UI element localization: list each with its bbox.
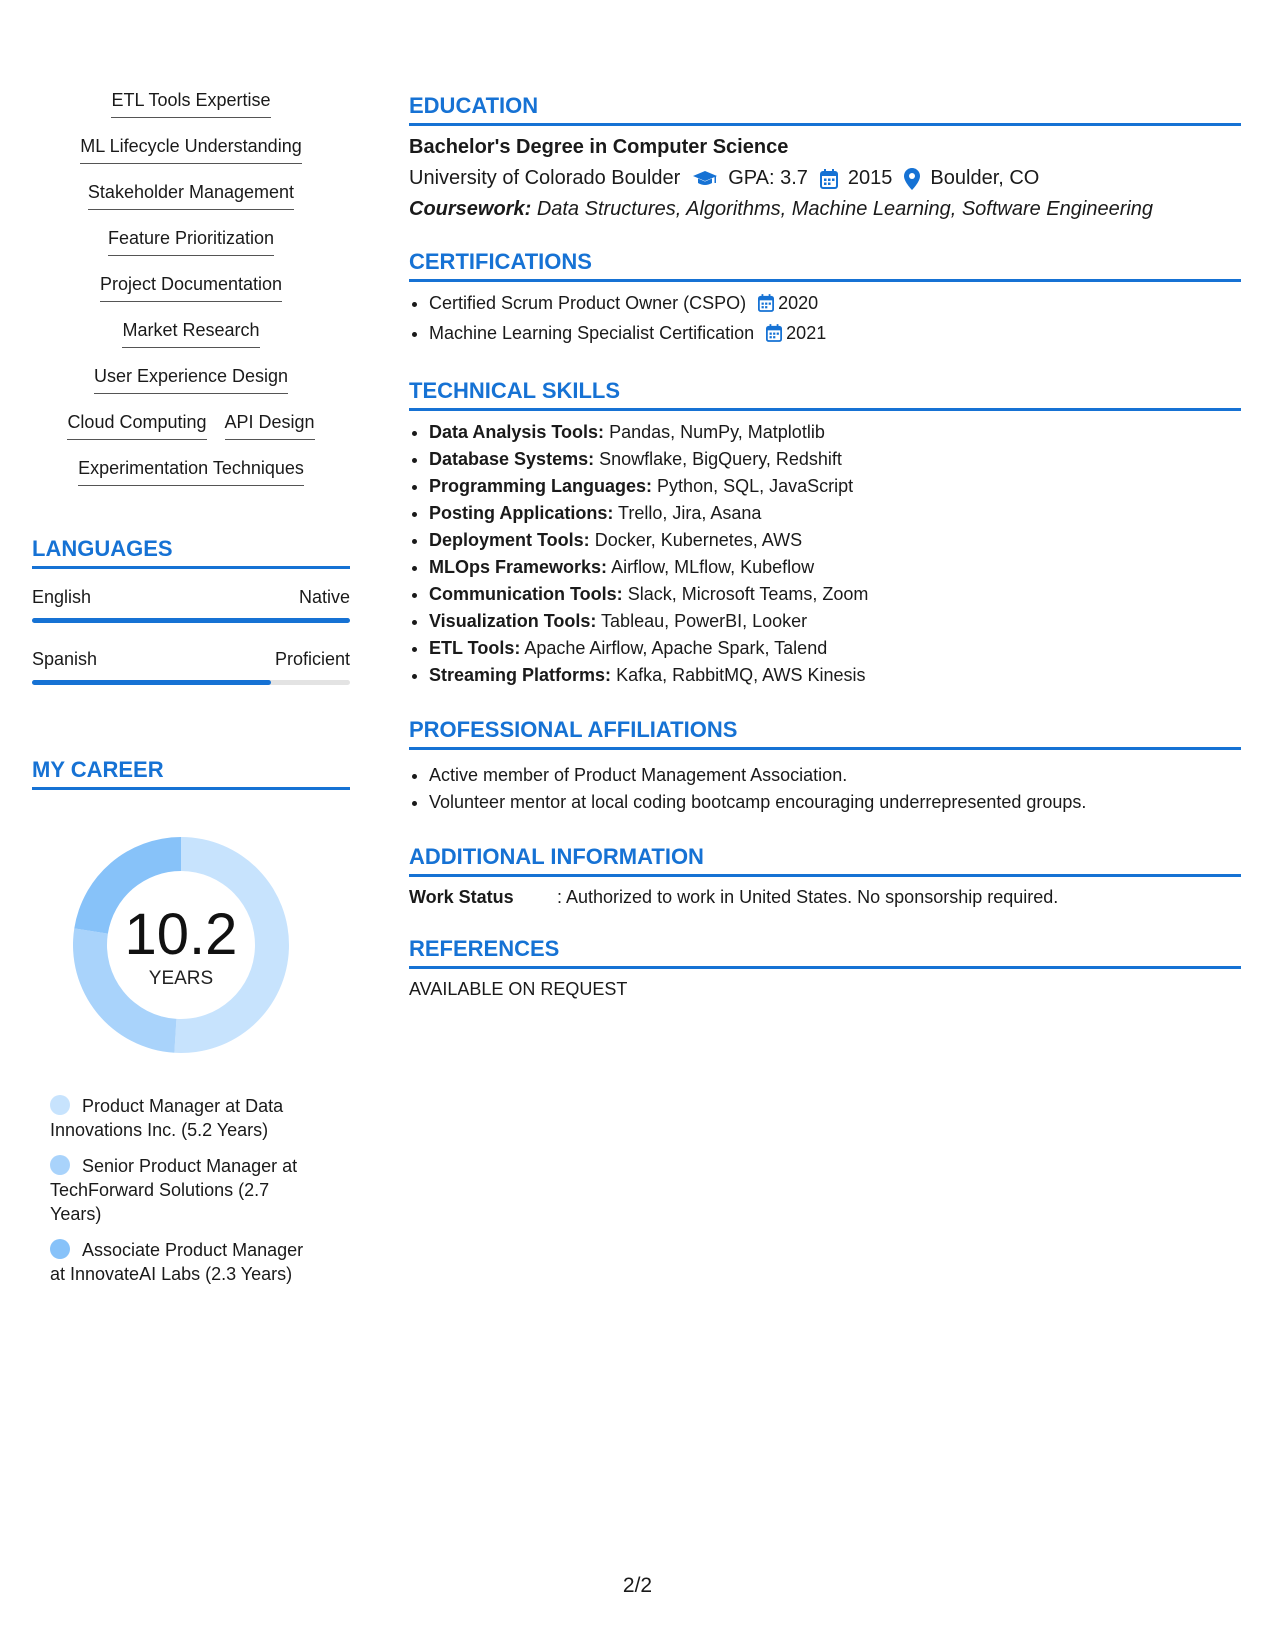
technical-skill-item [429,473,1241,500]
graduation-year: 2015 [847,167,893,189]
career-legend [50,1094,322,1286]
skill-values: Python, SQL, JavaScript [657,476,854,496]
skill-values: Kafka, RabbitMQ, AWS Kinesis [616,665,866,685]
affiliations-section [409,717,1241,816]
skill-values: Tableau, PowerBI, Looker [601,611,808,631]
certification-item [429,290,1241,320]
language-row [32,587,350,608]
language-name: Spanish [32,649,98,669]
location: Boulder, CO [930,167,1040,189]
legend-label: Senior Product Manager at TechForward Solutions (2.7 Years) [50,1156,298,1224]
calendar-icon [758,293,774,320]
skill-values: Trello, Jira, Asana [618,503,762,523]
left-column [32,80,350,1298]
skill-category: MLOps Frameworks: [429,557,608,577]
work-status-row [409,887,1241,908]
skill-category: Streaming Platforms: [429,665,612,685]
skill-tags [32,80,350,494]
education-meta [409,167,1241,190]
certification-name: Machine Learning Specialist Certification [429,323,755,343]
career-donut-chart [66,830,296,1060]
certifications-title: CERTIFICATIONS [409,249,1241,282]
language-level: Proficient [274,649,350,669]
technical-skills-section [409,378,1241,689]
work-status-value: : Authorized to work in United States. No sponsorship required. [557,887,1059,907]
affiliations-title: PROFESSIONAL AFFILIATIONS [409,717,1241,750]
technical-skills-title: TECHNICAL SKILLS [409,378,1241,411]
technical-skill-item [429,581,1241,608]
career-title: MY CAREER [32,757,350,790]
technical-skill-item [429,419,1241,446]
certification-year: 2021 [786,323,827,343]
donut-center [66,830,296,1060]
skill-values: Snowflake, BigQuery, Redshift [599,449,842,469]
additional-info-section [409,844,1241,908]
skill-tag: Project Documentation [100,264,282,302]
legend-dot [50,1095,70,1115]
language-bar [32,618,350,623]
legend-label: Product Manager at Data Innovations Inc. (5.2 Years) [50,1096,284,1140]
technical-skill-item [429,608,1241,635]
location-pin-icon [904,168,920,190]
references-section [409,936,1241,1000]
skill-tag: API Design [225,402,315,440]
skill-tag: ML Lifecycle Understanding [80,126,301,164]
education-section [409,93,1241,221]
skill-category: ETL Tools: [429,638,521,658]
skill-values: Airflow, MLflow, Kubeflow [611,557,815,577]
work-status-label: Work Status [409,887,514,907]
coursework-label: Coursework: [409,198,532,220]
certification-name: Certified Scrum Product Owner (CSPO) [429,293,747,313]
certification-year: 2020 [778,293,819,313]
language-bar [32,680,350,685]
skill-tag: Feature Prioritization [108,218,274,256]
gpa: GPA: 3.7 [728,167,808,189]
career-unit: YEARS [148,968,214,989]
technical-skill-item [429,662,1241,689]
technical-skill-item [429,500,1241,527]
language-list [32,587,350,685]
language-bar-fill [32,618,350,623]
references-text: AVAILABLE ON REQUEST [409,979,628,999]
legend-label: Associate Product Manager at InnovateAI Labs (2.3 Years) [50,1240,304,1284]
language-row [32,649,350,670]
career-total: 10.2 [124,902,238,967]
skill-category: Posting Applications: [429,503,614,523]
education-title: EDUCATION [409,93,1241,126]
technical-skill-item [429,446,1241,473]
language-item [32,587,350,623]
affiliations-list [409,762,1241,816]
certification-item [429,320,1241,350]
legend-dot [50,1239,70,1259]
skill-tag: Experimentation Techniques [78,448,304,486]
technical-skill-item [429,635,1241,662]
skill-values: Pandas, NumPy, Matplotlib [609,422,825,442]
language-bar-fill [32,680,271,685]
coursework-value: Data Structures, Algorithms, Machine Learning, Software Engineering [536,198,1154,220]
legend-item [50,1238,322,1286]
skill-values: Docker, Kubernetes, AWS [594,530,803,550]
languages-title: LANGUAGES [32,536,350,569]
additional-info-title: ADDITIONAL INFORMATION [409,844,1241,877]
skill-tag: Market Research [122,310,259,348]
legend-dot [50,1155,70,1175]
skill-values: Apache Airflow, Apache Spark, Talend [524,638,828,658]
skill-category: Deployment Tools: [429,530,590,550]
skill-values: Slack, Microsoft Teams, Zoom [627,584,869,604]
right-column [409,93,1241,1000]
coursework [409,198,1241,221]
school: University of Colorado Boulder [409,167,681,189]
technical-skills-list [409,419,1241,689]
technical-skill-item [429,527,1241,554]
skill-category: Database Systems: [429,449,595,469]
skill-tag: User Experience Design [94,356,288,394]
skill-tag: Stakeholder Management [88,172,294,210]
skill-category: Data Analysis Tools: [429,422,605,442]
language-item [32,649,350,685]
language-name: English [32,587,92,607]
languages-section [32,536,350,685]
certification-list [409,290,1241,350]
skill-category: Communication Tools: [429,584,623,604]
skill-category: Visualization Tools: [429,611,597,631]
affiliation-item: • Active member of Product Management Association. [429,762,1241,789]
degree: Bachelor's Degree in Computer Science [409,136,789,158]
language-level: Native [298,587,350,607]
skill-tag: Cloud Computing [67,402,206,440]
skill-category: Programming Languages: [429,476,653,496]
references-title: REFERENCES [409,936,1241,969]
certifications-section [409,249,1241,350]
calendar-icon [766,323,782,350]
graduation-cap-icon [692,170,718,188]
affiliation-item: • Volunteer mentor at local coding bootcamp encouraging underrepresented groups. [429,789,1241,816]
technical-skill-item [429,554,1241,581]
legend-item [50,1154,322,1226]
legend-item [50,1094,322,1142]
career-section [32,757,350,1286]
skill-tag: ETL Tools Expertise [111,80,270,118]
page-number: 2/2 [622,1574,653,1597]
calendar-icon [820,169,838,189]
